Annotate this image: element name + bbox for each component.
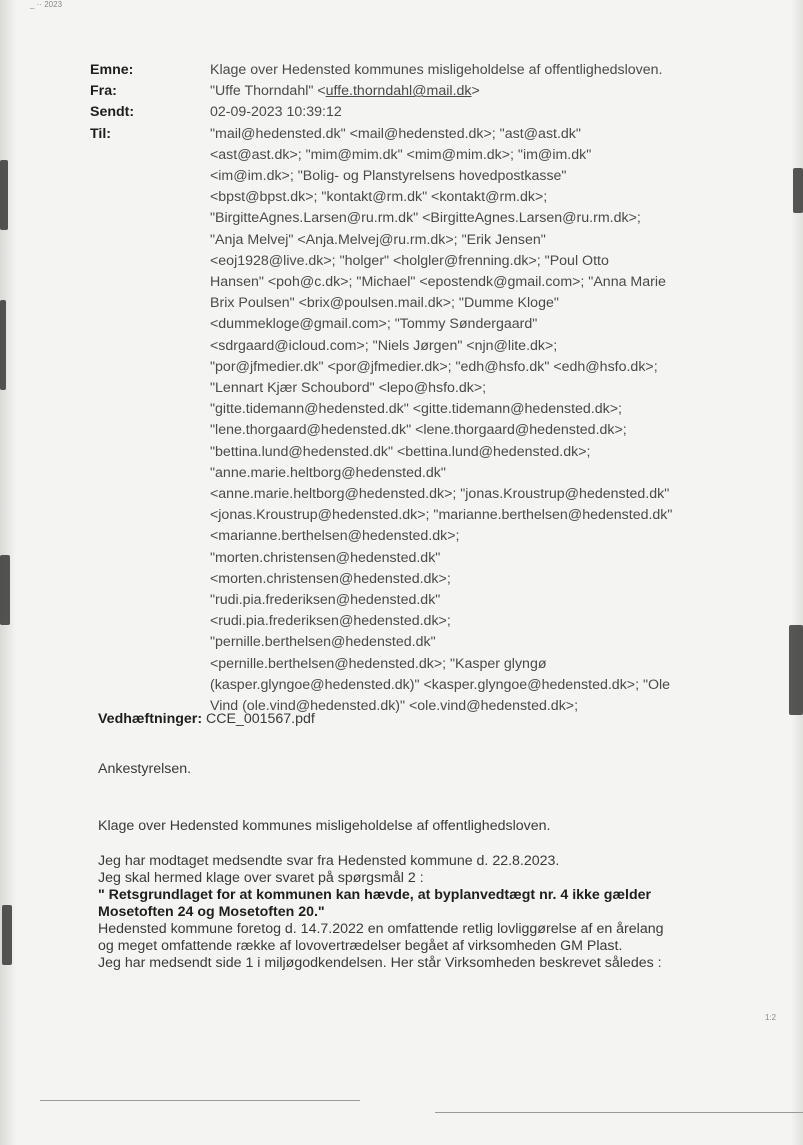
scan-bottom-line bbox=[435, 1112, 803, 1113]
to-line[interactable]: "BirgitteAgnes.Larsen@ru.rm.dk" <BirgitteAgnes.Larsen@ru.rm.dk>; bbox=[210, 210, 641, 227]
to-line[interactable]: "por@jfmedier.dk" <por@jfmedier.dk>; "edh@hsfo.dk" <edh@hsfo.dk>; bbox=[210, 358, 658, 375]
to-line[interactable]: (kasper.glyngoe@hedensted.dk)" <kasper.glyngoe@hedensted.dk>; "Ole bbox=[210, 676, 671, 693]
sent-label: Sendt: bbox=[90, 104, 135, 121]
page-number: 1:2 bbox=[765, 1013, 777, 1022]
from-email-link[interactable]: uffe.thorndahl@mail.dk bbox=[325, 83, 472, 100]
from-label: Fra: bbox=[90, 83, 117, 100]
to-label: Til: bbox=[90, 125, 112, 142]
to-line[interactable]: <ast@ast.dk>; "mim@mim.dk" <mim@mim.dk>; "im@im.dk" bbox=[210, 146, 592, 163]
to-line[interactable]: "pernille.berthelsen@hedensted.dk" bbox=[210, 634, 436, 651]
to-line[interactable]: <eoj1928@live.dk>; "holger" <holgler@frenning.dk>; "Poul Otto bbox=[210, 252, 609, 269]
to-line[interactable]: <morten.christensen@hedensted.dk>; bbox=[210, 570, 451, 587]
scan-corner-text: _ ·· 2023 bbox=[30, 0, 63, 9]
to-row bbox=[90, 124, 740, 718]
to-line[interactable]: <anne.marie.heltborg@hedensted.dk>; "jonas.Kroustrup@hedensted.dk" bbox=[210, 486, 670, 503]
paragraph-legalization: og meget omfattende række af lovovertrædelser begået af virksomheden GM Plast. bbox=[98, 938, 623, 954]
quote-line: " Retsgrundlaget for at kommunen kan hævde, at byplanvedtægt nr. 4 ikke gælder bbox=[98, 887, 652, 903]
email-header bbox=[90, 60, 740, 717]
scan-mark bbox=[793, 168, 803, 213]
greeting: Ankestyrelsen. bbox=[98, 761, 192, 777]
to-line[interactable]: <marianne.berthelsen@hedensted.dk>; bbox=[210, 528, 460, 545]
to-line[interactable]: Brix Poulsen" <brix@poulsen.mail.dk>; "Dumme Kloge" bbox=[210, 295, 559, 312]
scan-mark bbox=[0, 555, 10, 625]
to-line[interactable]: <rudi.pia.frederiksen@hedensted.dk>; bbox=[210, 613, 451, 630]
from-row bbox=[90, 81, 740, 102]
to-line[interactable]: "anne.marie.heltborg@hedensted.dk" bbox=[210, 464, 446, 481]
to-line[interactable]: Hansen" <poh@c.dk>; "Michael" <epostendk@gmail.com>; "Anna Marie bbox=[210, 274, 666, 291]
to-line[interactable]: "lene.thorgaard@hedensted.dk" <lene.thorgaard@hedensted.dk>; bbox=[210, 422, 627, 439]
scan-mark bbox=[0, 300, 6, 390]
sent-row bbox=[90, 102, 740, 123]
to-line[interactable]: "Anja Melvej" <Anja.Melvej@ru.rm.dk>; "Erik Jensen" bbox=[210, 231, 546, 248]
from-name: "Uffe Thorndahl" < bbox=[210, 83, 326, 100]
to-line[interactable]: <dummekloge@gmail.com>; "Tommy Søndergaard" bbox=[210, 316, 538, 333]
letter-title: Klage over Hedensted kommunes misligeholdelse af offentlighedsloven. bbox=[98, 818, 551, 834]
to-line[interactable]: "gitte.tidemann@hedensted.dk" <gitte.tidemann@hedensted.dk>; bbox=[210, 401, 622, 418]
to-line[interactable]: <im@im.dk>; "Bolig- og Planstyrelsens hovedpostkasse" bbox=[210, 168, 567, 185]
paragraph-complaint: Jeg skal hermed klage over svaret på spørgsmål 2 : bbox=[98, 870, 424, 886]
paragraph-attachment-note: Jeg har medsendt side 1 i miljøgodkendelsen. Her står Virksomheden beskrevet således : bbox=[98, 955, 662, 971]
to-value bbox=[210, 124, 735, 718]
from-end: > bbox=[471, 83, 480, 100]
to-line[interactable]: "mail@hedensted.dk" <mail@hedensted.dk>; "ast@ast.dk" bbox=[210, 125, 581, 142]
to-line[interactable]: "morten.christensen@hedensted.dk" bbox=[210, 549, 441, 566]
attachments-label: Vedhæftninger: bbox=[98, 711, 203, 727]
attachments-row bbox=[98, 709, 315, 730]
to-line[interactable]: <sdrgaard@icloud.com>; "Niels Jørgen" <njn@lite.dk>; bbox=[210, 337, 558, 354]
to-line[interactable]: "bettina.lund@hedensted.dk" <bettina.lund@hedensted.dk>; bbox=[210, 443, 591, 460]
subject-row bbox=[90, 60, 740, 81]
to-line[interactable]: <bpst@bpst.dk>; "kontakt@rm.dk" <kontakt@rm.dk>; bbox=[210, 189, 548, 206]
scan-mark bbox=[789, 625, 803, 715]
paragraph-received: Jeg har modtaget medsendte svar fra Hedensted kommune d. 22.8.2023. bbox=[98, 853, 560, 869]
scan-mark bbox=[2, 905, 12, 965]
scan-bottom-line bbox=[40, 1100, 360, 1101]
quote-line: Mosetoften 24 og Mosetoften 20." bbox=[98, 904, 325, 920]
to-line[interactable]: <jonas.Kroustrup@hedensted.dk>; "marianne.berthelsen@hedensted.dk" bbox=[210, 507, 673, 524]
scan-mark bbox=[0, 160, 8, 230]
to-line[interactable]: "Lennart Kjær Schoubord" <lepo@hsfo.dk>; bbox=[210, 380, 487, 397]
subject-label: Emne: bbox=[90, 62, 134, 78]
attachment-file[interactable]: CCE_001567.pdf bbox=[206, 711, 315, 727]
to-line[interactable]: Vind (ole.vind@hedensted.dk)" <ole.vind@hedensted.dk>; bbox=[210, 698, 579, 715]
to-line[interactable]: "rudi.pia.frederiksen@hedensted.dk" bbox=[210, 592, 441, 609]
to-line[interactable]: <pernille.berthelsen@hedensted.dk>; "Kasper glyngø bbox=[210, 655, 547, 672]
paragraph-legalization: Hedensted kommune foretog d. 14.7.2022 en omfattende retlig lovliggørelse af en årelang bbox=[98, 921, 664, 937]
from-value bbox=[210, 81, 735, 102]
subject-value: Klage over Hedensted kommunes misligeholdelse af offentlighedsloven. bbox=[210, 62, 663, 78]
sent-value: 02-09-2023 10:39:12 bbox=[210, 104, 342, 121]
